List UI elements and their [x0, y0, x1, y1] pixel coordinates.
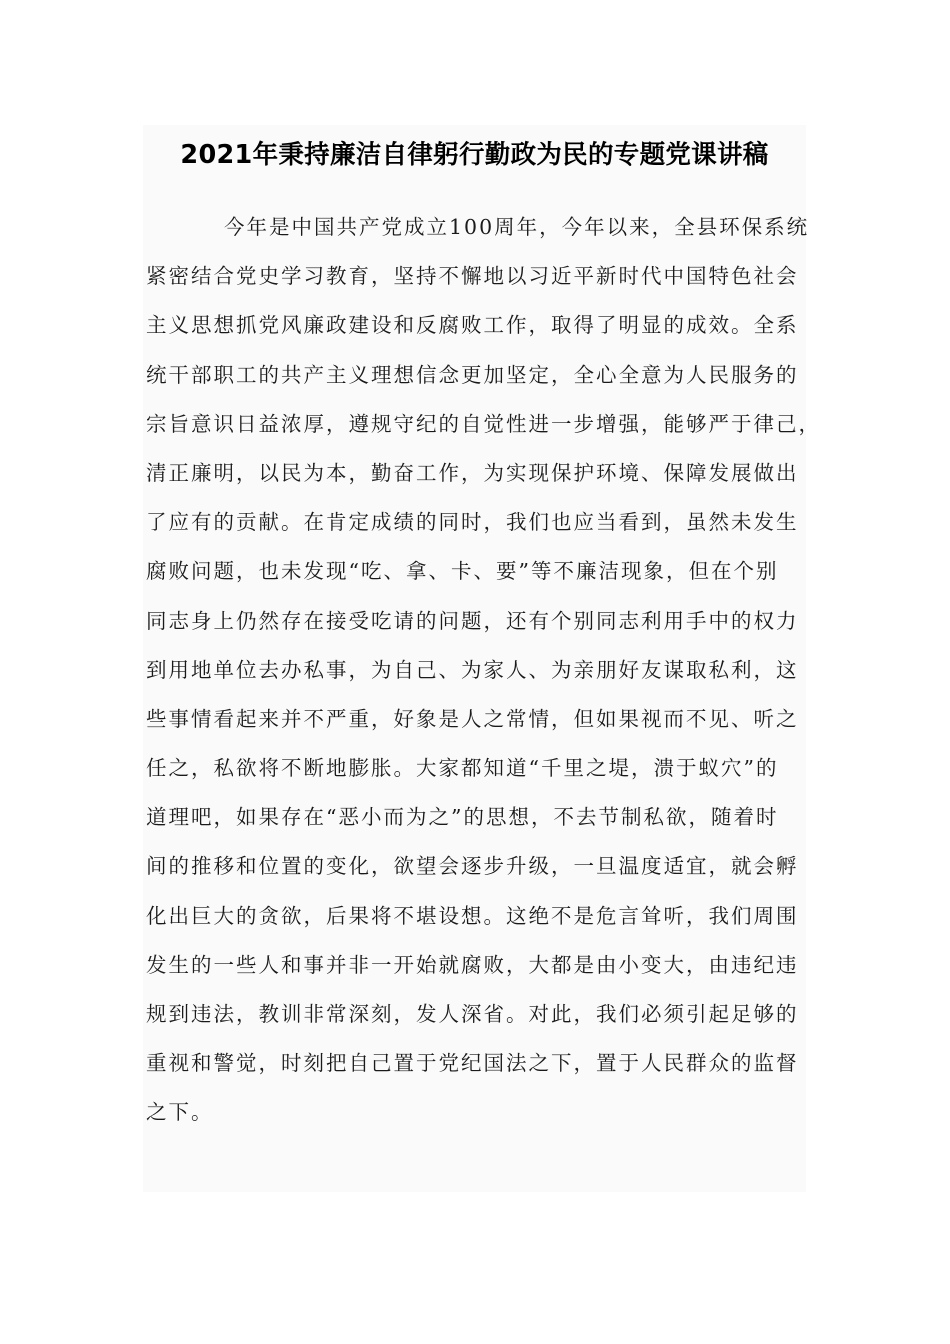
paragraph-line: 宗旨意识日益浓厚，遵规守纪的自觉性进一步增强，能够严于律己， [146, 411, 821, 436]
paragraph-line: 腐败问题，也未发现“吃、拿、卡、要”等不廉洁现象，但在个别 [146, 559, 779, 584]
paragraph-line: 今年是中国共产党成立100周年，今年以来，全县环保系统 [224, 215, 810, 239]
paragraph-line: 了应有的贡献。在肯定成绩的同时，我们也应当看到，虽然未发生 [146, 510, 799, 535]
document-title: 2021年秉持廉洁自律躬行勤政为民的专题党课讲稿 [180, 140, 769, 170]
paragraph-line: 清正廉明，以民为本，勤奋工作，为实现保护环境、保障发展做出 [146, 460, 799, 485]
paragraph-line: 主义思想抓党风廉政建设和反腐败工作，取得了明显的成效。全系 [146, 313, 799, 338]
paragraph-line: 些事情看起来并不严重，好象是人之常情，但如果视而不见、听之 [146, 706, 799, 731]
paragraph-line: 化出巨大的贪欲，后果将不堪设想。这绝不是危言耸听，我们周围 [146, 903, 799, 928]
paragraph-line: 道理吧，如果存在“恶小而为之”的思想，不去节制私欲，随着时 [146, 805, 779, 830]
paragraph-line: 规到违法，教训非常深刻，发人深省。对此，我们必须引起足够的 [146, 1002, 799, 1026]
paragraph-line: 到用地单位去办私事，为自己、为家人、为亲朋好友谋取私利，这 [146, 657, 799, 682]
paragraph-line: 任之，私欲将不断地膨胀。大家都知道“千里之堤，溃于蚁穴”的 [146, 756, 779, 781]
paragraph-line: 之下。 [146, 1100, 214, 1125]
paragraph-line: 紧密结合党史学习教育，坚持不懈地以习近平新时代中国特色社会 [146, 264, 799, 289]
paragraph-line: 重视和警觉，时刻把自己置于党纪国法之下，置于人民群众的监督 [146, 1051, 799, 1076]
paragraph-line: 同志身上仍然存在接受吃请的问题，还有个别同志利用手中的权力 [146, 608, 799, 633]
paragraph-line: 发生的一些人和事并非一开始就腐败，大都是由小变大，由违纪违 [146, 952, 799, 977]
document-body [146, 203, 821, 1138]
paragraph-line: 统干部职工的共产主义理想信念更加坚定，全心全意为人民服务的 [146, 362, 799, 387]
paragraph-line: 间的推移和位置的变化，欲望会逐步升级，一旦温度适宜，就会孵 [146, 854, 799, 879]
